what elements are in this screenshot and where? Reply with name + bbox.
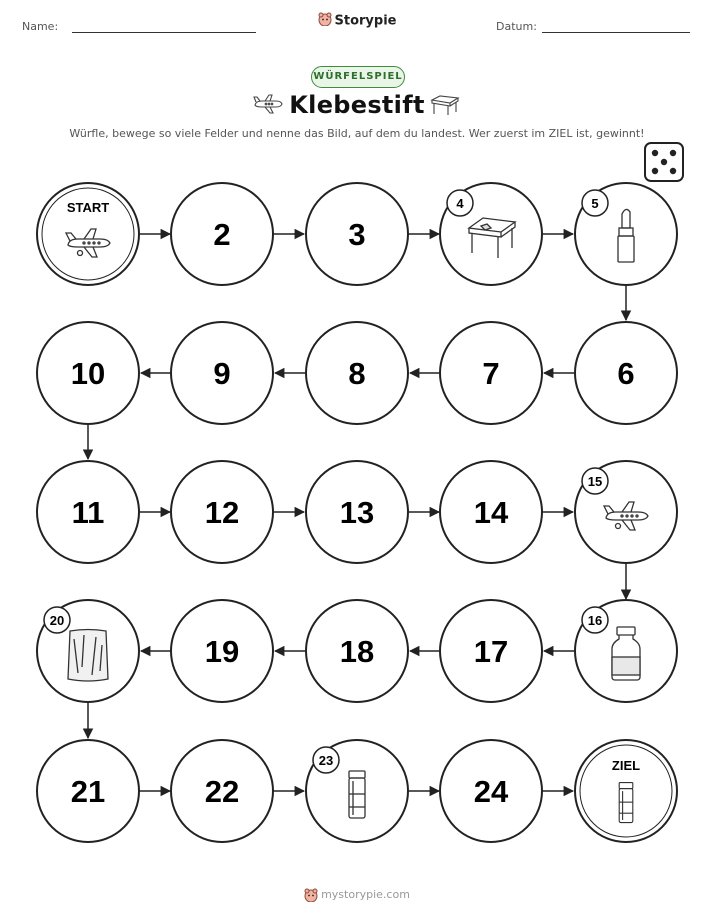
field-number: 18 — [339, 634, 375, 669]
field-number: 10 — [70, 356, 106, 391]
cloth-icon — [68, 630, 108, 682]
field-4 — [440, 183, 542, 285]
field-5 — [575, 183, 677, 285]
field-10 — [37, 322, 139, 424]
field-number-badge: 16 — [587, 613, 603, 628]
field-number: 13 — [339, 495, 375, 530]
field-20 — [37, 600, 139, 702]
goal-field — [575, 740, 677, 842]
page-title: Klebestift — [289, 91, 425, 119]
footer — [0, 888, 714, 902]
field-number: 11 — [71, 495, 105, 530]
field-15 — [575, 461, 677, 563]
field-number: 22 — [204, 774, 240, 809]
field-number: 2 — [213, 217, 231, 252]
field-7 — [440, 322, 542, 424]
instructions: Würfle, bewege so viele Felder und nenne das Bild, auf dem du landest. Wer zuerst im ZIEL ist, gewinnt! — [69, 127, 645, 140]
field-number-badge: 23 — [318, 753, 334, 768]
start-label: START — [66, 200, 110, 215]
field-number: 3 — [348, 217, 366, 252]
field-number: 7 — [482, 356, 500, 391]
field-23 — [306, 740, 408, 842]
field-number-badge: 15 — [587, 474, 603, 489]
field-3 — [306, 183, 408, 285]
goal-label: ZIEL — [611, 758, 641, 773]
field-14 — [440, 461, 542, 563]
field-number: 21 — [70, 774, 106, 809]
field-17 — [440, 600, 542, 702]
field-13 — [306, 461, 408, 563]
field-number: 6 — [617, 356, 635, 391]
field-18 — [306, 600, 408, 702]
field-number: 17 — [473, 634, 509, 669]
field-12 — [171, 461, 273, 563]
game-type-badge: WÜRFELSPIEL — [311, 66, 405, 88]
field-16 — [575, 600, 677, 702]
field-number: 24 — [473, 774, 509, 809]
field-8 — [306, 322, 408, 424]
field-2 — [171, 183, 273, 285]
start-field — [37, 183, 139, 285]
field-22 — [171, 740, 273, 842]
field-19 — [171, 600, 273, 702]
field-number: 19 — [204, 634, 240, 669]
field-24 — [440, 740, 542, 842]
field-number: 12 — [204, 495, 240, 530]
brand-name: Storypie — [334, 13, 397, 29]
field-number: 14 — [473, 495, 509, 530]
field-21 — [37, 740, 139, 842]
footer-url: mystorypie.com — [321, 888, 410, 901]
field-9 — [171, 322, 273, 424]
field-number: 9 — [213, 356, 231, 391]
field-6 — [575, 322, 677, 424]
field-number: 8 — [348, 356, 366, 391]
field-number-badge: 5 — [591, 196, 599, 211]
field-11 — [37, 461, 139, 563]
name-label: Name: — [22, 20, 59, 33]
field-number-badge: 20 — [49, 613, 65, 628]
field-number-badge: 4 — [456, 196, 464, 211]
date-label: Datum: — [496, 20, 537, 33]
storypie-logo-icon — [304, 888, 318, 902]
